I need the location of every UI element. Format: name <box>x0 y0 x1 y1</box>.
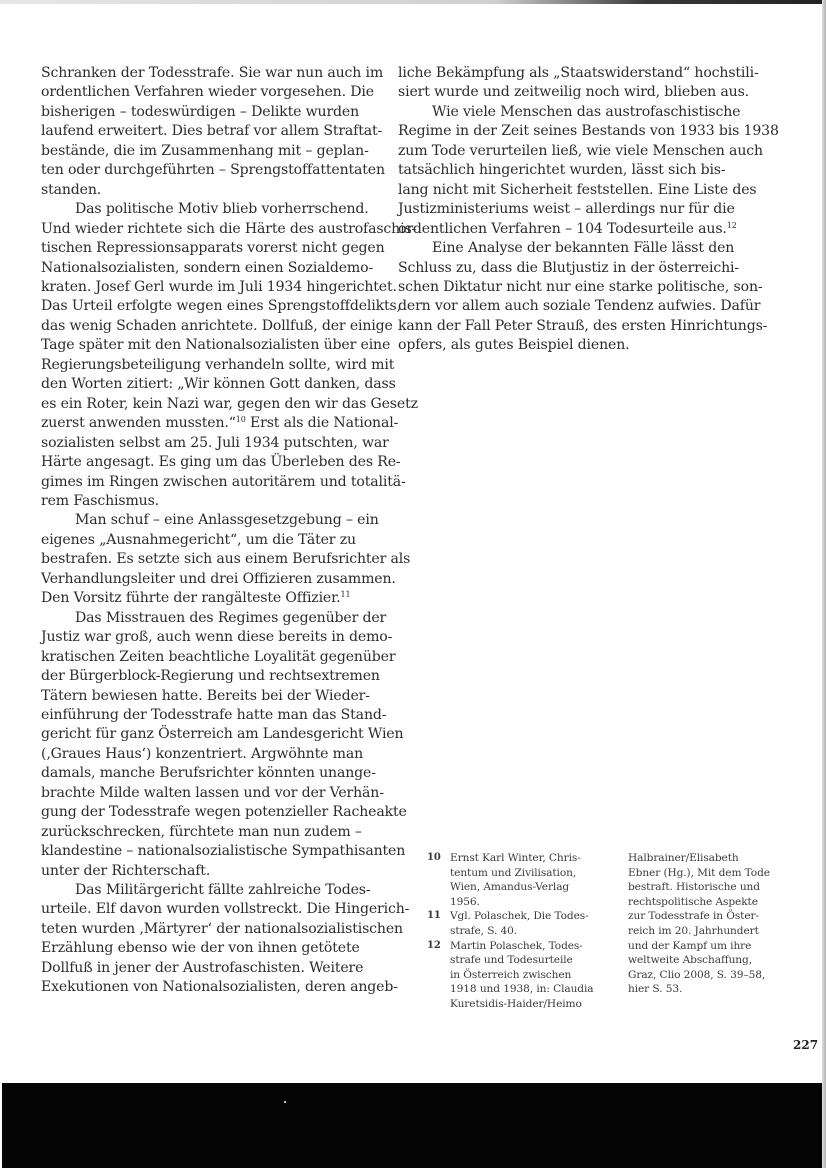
text-line <box>398 259 743 278</box>
text-line <box>41 259 381 278</box>
text-line-content: Justizministeriums weist – allerdings nur für die <box>398 201 735 218</box>
footnote-text-line: und der Kampf um ihre <box>628 939 752 952</box>
footnote-item <box>427 909 602 938</box>
footnote-text-line: Vgl. Polaschek, Die Todes- <box>450 910 589 923</box>
text-line-content: gericht für ganz Österreich am Landesgericht Wien <box>41 726 404 743</box>
text-line-content: Verhandlungsleiter und drei Offizieren zusammen. <box>41 570 396 587</box>
text-line <box>41 511 381 530</box>
text-line <box>41 570 396 589</box>
text-line-content: tatsächlich hingerichtet wurden, lässt sich bis- <box>398 162 726 179</box>
text-line-content: dern vor allem auch soziale Tendenz aufwies. Dafür <box>398 298 761 315</box>
text-line <box>41 531 381 550</box>
text-line-content: lang nicht mit Sicherheit feststellen. Eine Liste des <box>398 181 757 198</box>
text-line <box>41 278 397 297</box>
text-line <box>41 687 381 706</box>
text-line-content: den Worten zitiert: „Wir können Gott danken, dass <box>41 376 396 393</box>
footnote-number: 11 <box>427 910 441 922</box>
footnotes-left-column <box>427 851 602 1012</box>
text-line <box>398 161 743 180</box>
footnote-text-line: zur Todesstrafe in Öster- <box>628 910 759 923</box>
text-line <box>41 297 401 316</box>
text-line-content: kann der Fall Peter Strauß, des ersten Hinrichtungs- <box>398 317 768 334</box>
text-line <box>41 64 384 83</box>
page-number: 227 <box>793 1038 819 1052</box>
footnote-text-line: strafe und Todesurteile <box>450 954 573 967</box>
footnote-number: 10 <box>427 852 441 863</box>
text-line-content: Dollfuß in jener der Austrofaschisten. Weitere <box>41 959 364 976</box>
text-line-content: ordentlichen Verfahren wieder vorgesehen. Die <box>41 84 374 101</box>
text-line-content: klandestine – nationalsozialistische Sympathisanten <box>41 843 406 860</box>
text-line-content: damals, manche Berufsrichter könnten unange- <box>41 765 376 782</box>
text-line-content: zurückschrecken, fürchtete man nun zudem – <box>41 823 362 840</box>
text-line-content: Tätern bewiesen hatte. Bereits bei der Wieder- <box>41 687 370 704</box>
text-line <box>398 83 749 102</box>
text-line <box>41 920 403 939</box>
text-line <box>41 823 381 842</box>
text-line-content: einführung der Todesstrafe hatte man das Stand- <box>41 706 387 723</box>
text-line-content: Schluss zu, dass die Blutjustiz in der österreichi- <box>398 259 739 276</box>
text-line <box>41 745 381 764</box>
text-line-content: Das politische Motiv blieb vorherrschend. <box>75 201 369 218</box>
footnote-number: 12 <box>427 939 441 951</box>
text-line <box>398 336 743 355</box>
footnote-text-line: Kuretsidis-Haider/Heimo <box>450 997 582 1010</box>
text-line <box>41 317 393 336</box>
footnote-text-line: Graz, Clio 2008, S. 39–58, <box>628 968 766 981</box>
footnotes-right-column <box>628 851 808 997</box>
text-line <box>41 764 381 783</box>
text-line-content: bestrafen. Es setzte sich aus einem Berufsrichter als <box>41 551 411 568</box>
text-line <box>41 473 406 492</box>
text-line-content: Härte angesagt. Es ging um das Überleben des Re- <box>41 454 401 471</box>
text-line <box>41 356 395 375</box>
text-line-content: tischen Repressionsapparats vorerst nicht gegen <box>41 240 385 257</box>
text-line <box>41 881 381 900</box>
text-line-content: Das Urteil erfolgte wegen eines Sprengstoffdelikts, <box>41 298 401 315</box>
text-line-content: Wie viele Menschen das austrofaschistische <box>432 103 741 120</box>
body-text-right-column <box>398 64 779 356</box>
text-line-content: (‚Graues Haus‘) konzentriert. Argwöhnte man <box>41 745 364 762</box>
text-line <box>41 83 381 102</box>
footnote-text-line: Wien, Amandus-Verlag <box>450 881 570 894</box>
text-line <box>41 784 384 803</box>
text-line-content: Tage später mit den Nationalsozialisten über eine <box>41 337 391 354</box>
text-line <box>41 842 406 861</box>
text-line-content: Das Militärgericht fällte zahlreiche Todes- <box>75 882 371 899</box>
text-line <box>398 297 761 316</box>
text-line-content: Den Vorsitz führte der rangälteste Offizier. <box>41 590 341 607</box>
text-line-continuation: Erst als die National- <box>245 415 399 432</box>
text-line-content: ordentlichen Verfahren – 104 Todesurteile aus. <box>398 220 727 237</box>
text-line <box>41 239 385 258</box>
footnote-text-line: in Österreich zwischen <box>450 968 572 981</box>
text-line <box>398 278 763 297</box>
footnote-text-line: strafe, S. 40. <box>450 924 518 937</box>
text-line <box>41 900 410 919</box>
text-line <box>41 161 385 180</box>
footnote-item <box>427 851 602 909</box>
text-line-content: es ein Roter, kein Nazi war, gegen den wir das Gesetz <box>41 395 418 412</box>
text-line <box>41 122 381 141</box>
text-line <box>41 628 393 647</box>
text-line <box>41 589 381 608</box>
text-line-content: eigenes „Ausnahmegericht“, um die Täter zu <box>41 531 356 548</box>
text-line <box>41 706 387 725</box>
text-line-content: sozialisten selbst am 25. Juli 1934 putschten, war <box>41 434 389 451</box>
text-line-content: gung der Todesstrafe wegen potenzieller Racheakte <box>41 804 407 821</box>
text-line <box>41 142 381 161</box>
text-line-content: bisherigen – todeswürdigen – Delikte wurden <box>41 103 360 120</box>
text-line <box>41 395 418 414</box>
dust-speck <box>284 1101 286 1103</box>
text-line-content: Justiz war groß, auch wenn diese bereits in demo- <box>41 629 393 646</box>
footnote-text-line: Ernst Karl Winter, Chris- <box>450 852 581 864</box>
text-line <box>398 181 757 200</box>
footnote-item <box>427 939 602 1012</box>
text-line <box>398 220 743 239</box>
text-line <box>41 181 381 200</box>
text-line <box>41 959 381 978</box>
text-line <box>41 803 407 822</box>
footnote-text-line: rechtspolitische Aspekte <box>628 895 758 908</box>
text-line-content: zuerst anwenden mussten.“ <box>41 415 236 432</box>
footnote-text-line: Martin Polaschek, Todes- <box>450 939 583 952</box>
text-line-content: standen. <box>41 181 102 198</box>
text-line <box>41 550 411 569</box>
scan-right-edge <box>822 0 826 1168</box>
text-line-content: Man schuf – eine Anlassgesetzgebung – ein <box>75 512 379 529</box>
text-line-content: ten oder durchgeführten – Sprengstoffattentaten <box>41 162 385 179</box>
text-line <box>41 434 389 453</box>
text-line <box>398 64 759 83</box>
text-line-content: laufend erweitert. Dies betraf vor allem Straftat- <box>41 123 383 140</box>
text-line-content: Exekutionen von Nationalsozialisten, deren angeb- <box>41 979 398 996</box>
text-line <box>41 492 381 511</box>
text-line <box>41 862 381 881</box>
text-line-content: schen Diktatur nicht nur eine starke politische, son- <box>398 278 763 295</box>
text-line <box>41 336 391 355</box>
text-line <box>398 122 779 141</box>
text-line-content: kratischen Zeiten beachtliche Loyalität gegenüber <box>41 648 396 665</box>
text-line-content: teten wurden ‚Märtyrer‘ der nationalsozialistischen <box>41 920 403 937</box>
text-line-content: opfers, als gutes Beispiel dienen. <box>398 337 630 354</box>
text-line <box>398 142 763 161</box>
text-line <box>41 648 396 667</box>
text-line-content: Schranken der Todesstrafe. Sie war nun auch im <box>41 65 384 81</box>
text-line-content: Eine Analyse der bekannten Fälle lässt den <box>432 240 735 257</box>
footnote-reference[interactable]: 11 <box>340 590 351 600</box>
text-line-content: unter der Richterschaft. <box>41 862 211 879</box>
text-line-content: urteile. Elf davon wurden vollstreckt. Die Hingerich- <box>41 901 410 918</box>
text-line <box>41 725 404 744</box>
footnote-text-line: Ebner (Hg.), Mit dem Tode <box>628 866 770 879</box>
footnote-text-line: reich im 20. Jahrhundert <box>628 924 759 937</box>
text-line-content: Nationalsozialisten, sondern einen Sozialdemo- <box>41 259 374 276</box>
text-line <box>41 375 396 394</box>
text-line <box>41 978 398 997</box>
text-line <box>41 414 399 433</box>
text-line <box>41 667 381 686</box>
text-line-content: kraten. Josef Gerl wurde im Juli 1934 hingerichtet. <box>41 278 397 295</box>
text-line <box>398 103 743 122</box>
scan-black-margin <box>2 1083 822 1168</box>
footnote-text-line: 1918 und 1938, in: Claudia <box>450 983 594 996</box>
text-line <box>41 609 387 628</box>
text-line <box>41 200 381 219</box>
text-line-content: zum Tode verurteilen ließ, wie viele Menschen auch <box>398 142 763 159</box>
text-line-content: das wenig Schaden anrichtete. Dollfuß, der einige <box>41 317 393 334</box>
text-line-content: Erzählung ebenso wie der von ihnen getötete <box>41 940 360 957</box>
text-line <box>41 453 401 472</box>
footnote-text-line: Halbrainer/Elisabeth <box>628 852 739 864</box>
footnote-text-line: hier S. 53. <box>628 983 683 996</box>
text-line-content: gimes im Ringen zwischen autoritärem und totalitä- <box>41 473 406 490</box>
footnote-text-line: tentum und Zivilisation, <box>450 866 577 879</box>
text-line-content: liche Bekämpfung als „Staatswiderstand“ hochstili- <box>398 65 759 81</box>
text-line-content: Und wieder richtete sich die Härte des austrofaschis- <box>41 220 417 237</box>
body-text-left-column <box>41 64 418 998</box>
text-line <box>41 220 417 239</box>
text-line-content: rem Faschismus. <box>41 492 159 509</box>
footnote-reference[interactable]: 12 <box>726 220 737 230</box>
text-line-content: Das Misstrauen des Regimes gegenüber der <box>75 609 387 626</box>
text-line-content: bestände, die im Zusammenhang mit – geplan- <box>41 142 369 159</box>
text-line <box>41 939 381 958</box>
text-line <box>41 103 381 122</box>
text-line-content: der Bürgerblock-Regierung und rechtsextremen <box>41 668 380 685</box>
footnote-reference[interactable]: 10 <box>235 415 246 425</box>
text-line-content: Regierungsbeteiligung verhandeln sollte, wird mit <box>41 356 395 373</box>
text-line <box>398 200 743 219</box>
text-line-content: brachte Milde walten lassen und vor der Verhän- <box>41 784 384 801</box>
footnote-text-line: bestraft. Historische und <box>628 881 760 894</box>
footnote-text-line: 1956. <box>450 895 480 908</box>
text-line-content: siert wurde und zeitweilig noch wird, blieben aus. <box>398 84 749 101</box>
scan-top-edge <box>0 0 826 4</box>
text-line <box>398 239 743 258</box>
footnote-text-line: weltweite Abschaffung, <box>628 954 752 967</box>
text-line-content: Regime in der Zeit seines Bestands von 1933 bis 1938 <box>398 123 779 140</box>
text-line <box>398 317 768 336</box>
